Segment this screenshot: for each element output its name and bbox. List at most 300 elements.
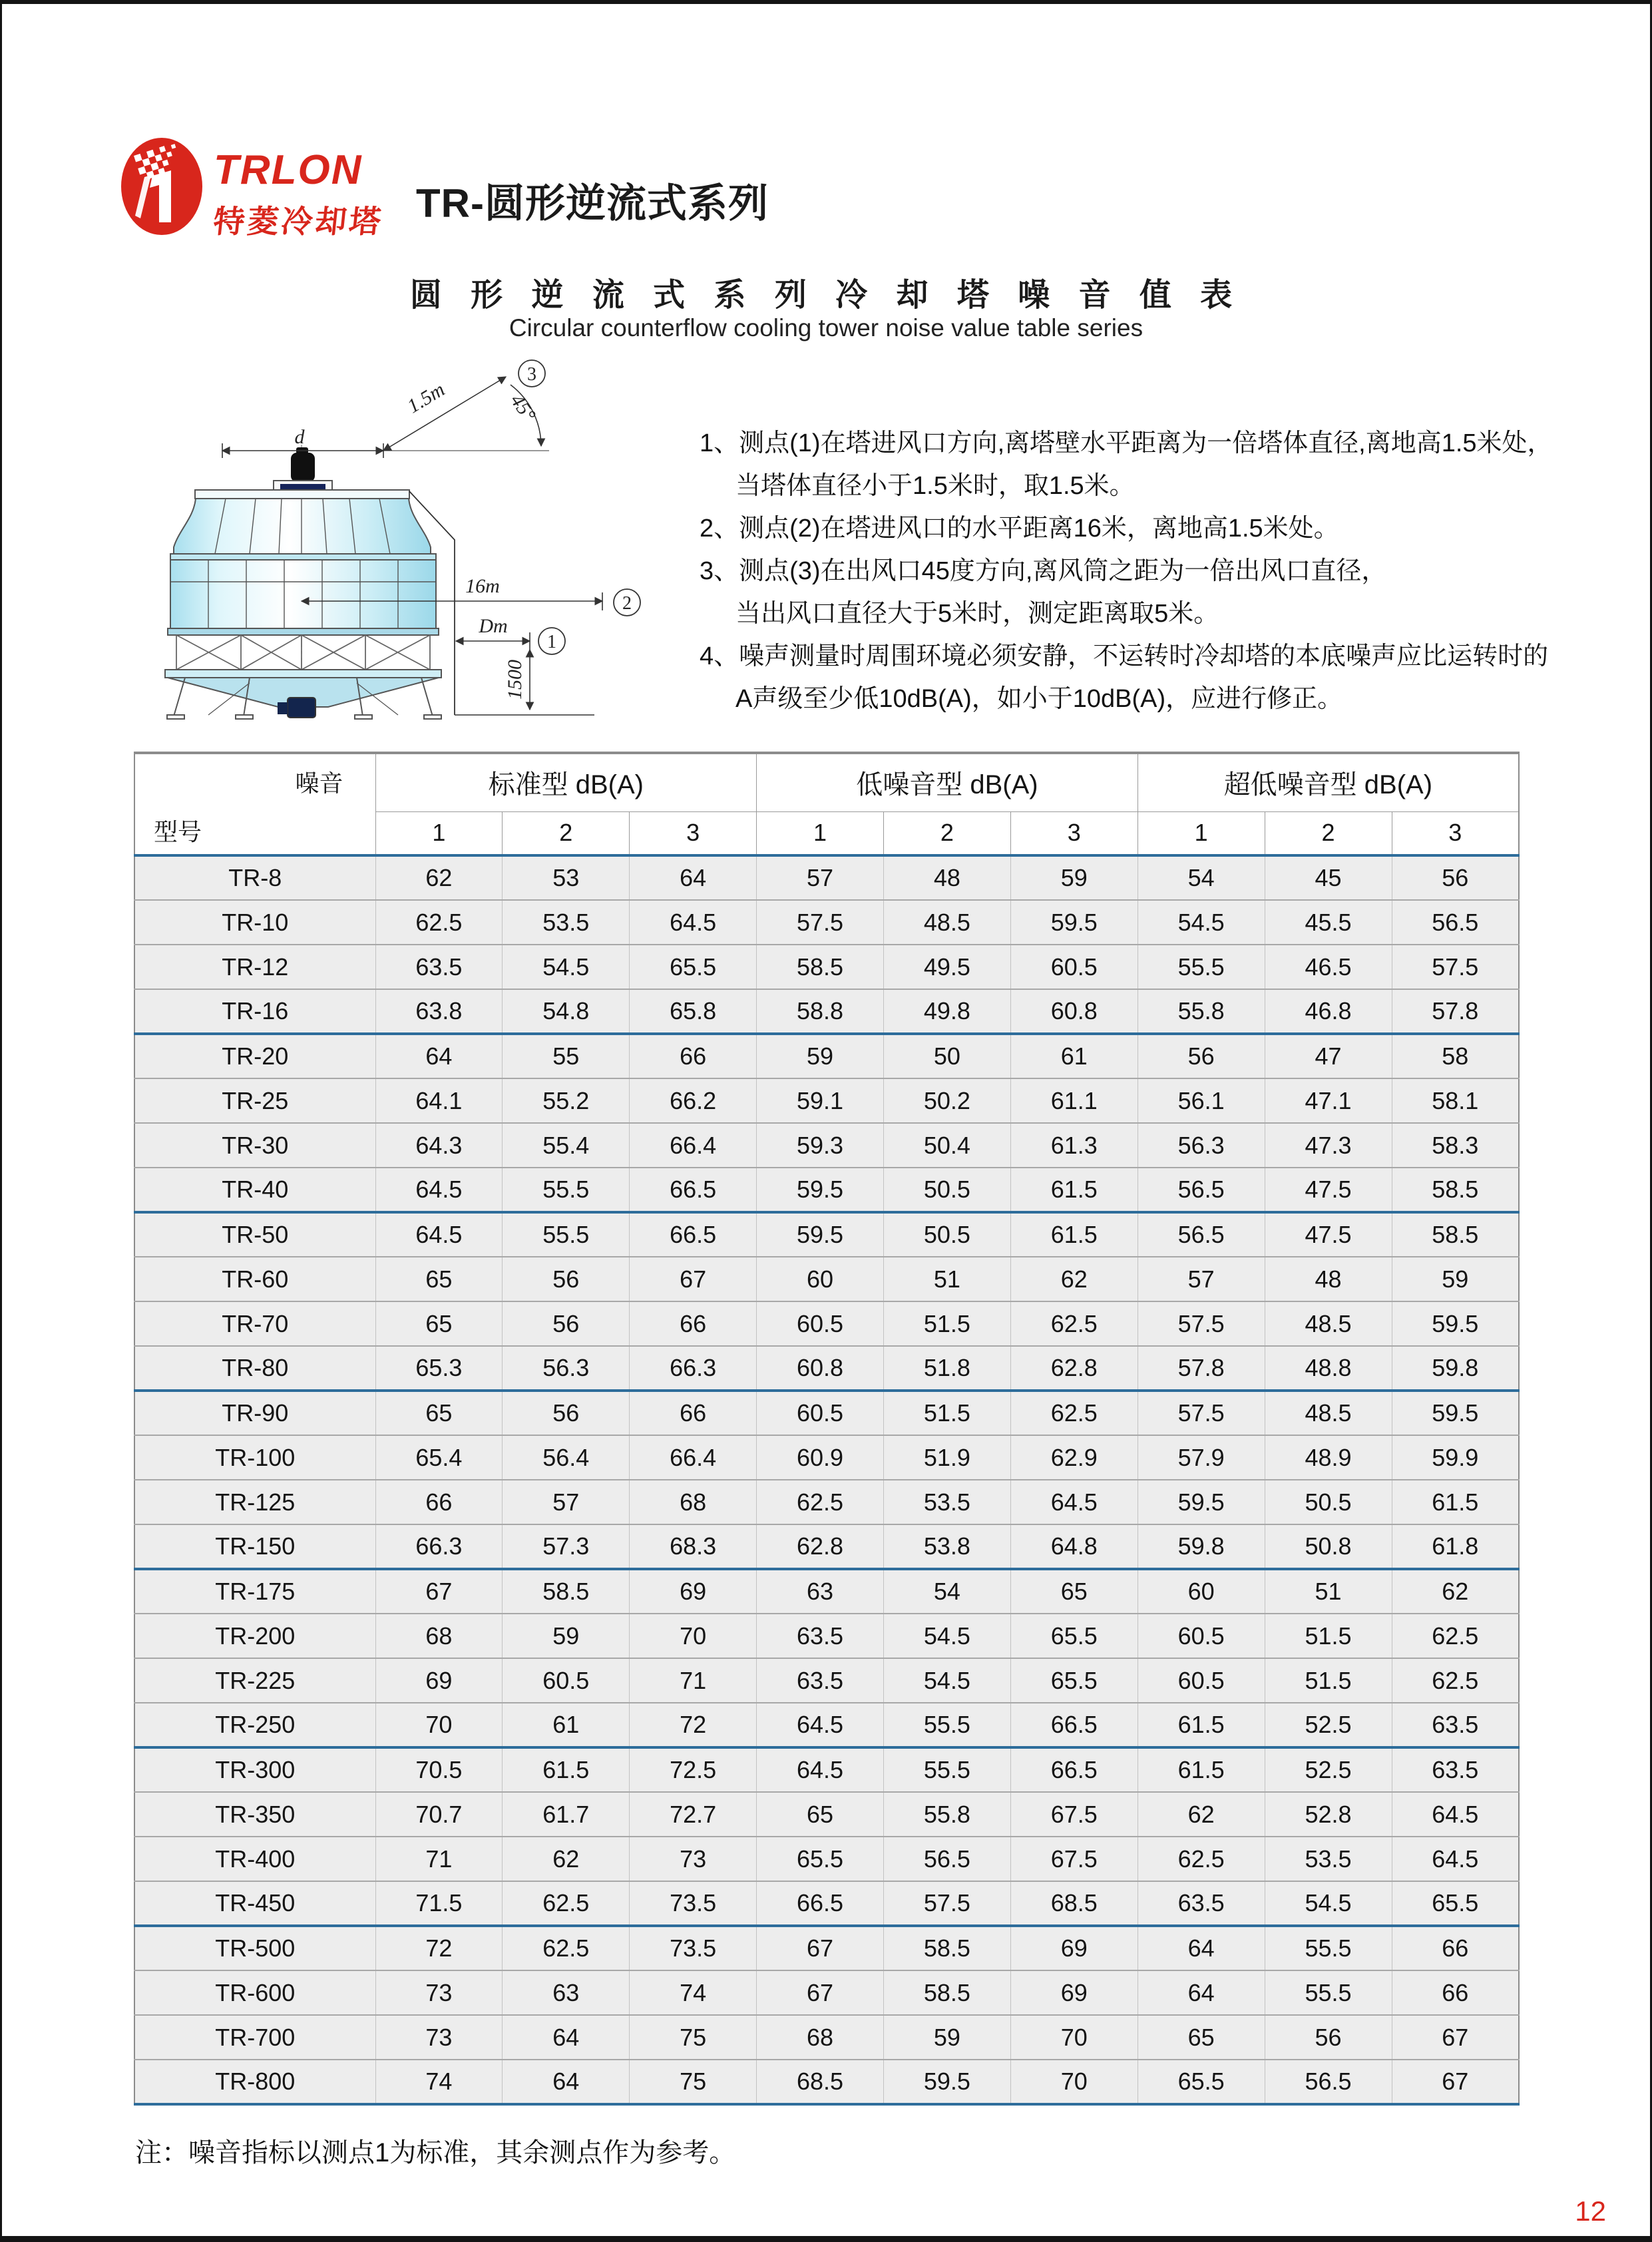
value-cell: 65.4 — [375, 1435, 503, 1480]
value-cell: 70.5 — [375, 1747, 503, 1792]
value-cell: 46.8 — [1265, 989, 1392, 1034]
value-cell: 62 — [375, 855, 503, 900]
value-cell: 53.5 — [503, 900, 630, 945]
value-cell: 69 — [1010, 1970, 1137, 2015]
value-cell: 66.5 — [630, 1168, 757, 1212]
value-cell: 66.5 — [630, 1212, 757, 1257]
value-cell: 64.1 — [375, 1078, 503, 1123]
value-cell: 58.3 — [1392, 1123, 1519, 1168]
value-cell: 67 — [1392, 2060, 1519, 2104]
table-row — [134, 1703, 1519, 1747]
value-cell: 65.5 — [1010, 1614, 1137, 1658]
value-cell: 62.5 — [503, 1881, 630, 1926]
value-cell: 59 — [1010, 855, 1137, 900]
note-line: 1、测点(1)在塔进风口方向,离塔壁水平距离为一倍塔体直径,离地高1.5米处， — [700, 429, 1553, 457]
table-row — [134, 1034, 1519, 1078]
value-cell: 63 — [503, 1970, 630, 2015]
value-cell: 65 — [1010, 1569, 1137, 1614]
table-row — [134, 1658, 1519, 1703]
model-cell: TR-70 — [134, 1301, 375, 1346]
value-cell: 75 — [630, 2060, 757, 2104]
value-cell: 62.5 — [375, 900, 503, 945]
model-cell: TR-350 — [134, 1792, 375, 1837]
value-cell: 56.5 — [884, 1837, 1011, 1881]
group-header-ultra-low-noise: 超低噪音型 dB(A) — [1137, 753, 1519, 811]
value-cell: 57.8 — [1137, 1346, 1265, 1391]
value-cell: 55.8 — [1137, 989, 1265, 1034]
value-cell: 61 — [1010, 1034, 1137, 1078]
value-cell: 56.1 — [1137, 1078, 1265, 1123]
value-cell: 56 — [503, 1391, 630, 1435]
value-cell: 55.5 — [1137, 945, 1265, 989]
value-cell: 61.5 — [1010, 1212, 1137, 1257]
value-cell: 57.5 — [1137, 1301, 1265, 1346]
value-cell: 69 — [1010, 1926, 1137, 1970]
value-cell: 55.5 — [884, 1747, 1011, 1792]
value-cell: 63.5 — [1392, 1703, 1519, 1747]
value-cell: 65.5 — [1010, 1658, 1137, 1703]
value-cell: 65 — [757, 1792, 884, 1837]
table-row — [134, 1792, 1519, 1837]
value-cell: 55.5 — [503, 1168, 630, 1212]
value-cell: 51.5 — [1265, 1614, 1392, 1658]
value-cell: 61.3 — [1010, 1123, 1137, 1168]
value-cell: 68 — [630, 1480, 757, 1524]
value-cell: 61.5 — [503, 1747, 630, 1792]
value-cell: 59 — [1392, 1257, 1519, 1301]
value-cell: 60 — [757, 1257, 884, 1301]
note-line: 当塔体直径小于1.5米时，取1.5米。 — [735, 472, 1135, 500]
value-cell: 60.5 — [757, 1301, 884, 1346]
value-cell: 60.8 — [757, 1346, 884, 1391]
value-cell: 73.5 — [630, 1881, 757, 1926]
value-cell: 59.5 — [1010, 900, 1137, 945]
value-cell: 49.8 — [884, 989, 1011, 1034]
value-cell: 47.5 — [1265, 1212, 1392, 1257]
value-cell: 65.5 — [1392, 1881, 1519, 1926]
subcol-header: 3 — [630, 811, 757, 855]
value-cell: 48.5 — [884, 900, 1011, 945]
value-cell: 55.5 — [1265, 1970, 1392, 2015]
value-cell: 66.3 — [630, 1346, 757, 1391]
model-cell: TR-300 — [134, 1747, 375, 1792]
value-cell: 66 — [1392, 1926, 1519, 1970]
value-cell: 63.5 — [757, 1658, 884, 1703]
value-cell: 58.5 — [1392, 1212, 1519, 1257]
value-cell: 55.5 — [1265, 1926, 1392, 1970]
value-cell: 66.5 — [757, 1881, 884, 1926]
model-cell: TR-10 — [134, 900, 375, 945]
value-cell: 56.3 — [1137, 1123, 1265, 1168]
value-cell: 67.5 — [1010, 1837, 1137, 1881]
value-cell: 48 — [884, 855, 1011, 900]
table-row — [134, 2015, 1519, 2060]
value-cell: 62 — [503, 1837, 630, 1881]
value-cell: 56.3 — [503, 1346, 630, 1391]
value-cell: 72 — [630, 1703, 757, 1747]
value-cell: 61.8 — [1392, 1524, 1519, 1569]
value-cell: 74 — [375, 2060, 503, 2104]
value-cell: 63.5 — [375, 945, 503, 989]
page-title-en: Circular counterflow cooling tower noise value table series — [509, 314, 1143, 341]
value-cell: 62 — [1392, 1569, 1519, 1614]
value-cell: 66.4 — [630, 1435, 757, 1480]
corner-label-model: 型号 — [154, 818, 202, 845]
value-cell: 50 — [884, 1034, 1011, 1078]
value-cell: 57.8 — [1392, 989, 1519, 1034]
value-cell: 59 — [503, 1614, 630, 1658]
model-cell: TR-20 — [134, 1034, 375, 1078]
value-cell: 59.8 — [1137, 1524, 1265, 1569]
value-cell: 59.5 — [884, 2060, 1011, 2104]
value-cell: 70 — [1010, 2060, 1137, 2104]
model-cell: TR-175 — [134, 1569, 375, 1614]
value-cell: 59.8 — [1392, 1346, 1519, 1391]
dim-label-d: d — [294, 426, 305, 448]
value-cell: 62.9 — [1010, 1435, 1137, 1480]
value-cell: 62.5 — [1137, 1837, 1265, 1881]
value-cell: 61.5 — [1137, 1703, 1265, 1747]
table-row — [134, 855, 1519, 900]
model-cell: TR-50 — [134, 1212, 375, 1257]
value-cell: 64 — [1137, 1926, 1265, 1970]
value-cell: 65 — [1137, 2015, 1265, 2060]
brand-chinese-name: 特菱冷却塔 — [211, 204, 385, 239]
value-cell: 61.1 — [1010, 1078, 1137, 1123]
value-cell: 50.8 — [1265, 1524, 1392, 1569]
value-cell: 45 — [1265, 855, 1392, 900]
subcol-header: 1 — [757, 811, 884, 855]
value-cell: 66 — [630, 1034, 757, 1078]
value-cell: 47.3 — [1265, 1123, 1392, 1168]
group-header-row — [134, 753, 1519, 811]
value-cell: 66.4 — [630, 1123, 757, 1168]
value-cell: 54.5 — [884, 1658, 1011, 1703]
fan-motor — [274, 447, 332, 491]
subcol-header: 3 — [1010, 811, 1137, 855]
table-row — [134, 1926, 1519, 1970]
value-cell: 54.5 — [1265, 1881, 1392, 1926]
value-cell: 70 — [630, 1614, 757, 1658]
value-cell: 61.7 — [503, 1792, 630, 1837]
dim-label-45deg: 45° — [506, 389, 540, 426]
table-row — [134, 1524, 1519, 1569]
value-cell: 60 — [1137, 1569, 1265, 1614]
value-cell: 58.5 — [884, 1926, 1011, 1970]
model-cell: TR-30 — [134, 1123, 375, 1168]
group-header-standard: 标准型 dB(A) — [375, 753, 757, 811]
value-cell: 67 — [1392, 2015, 1519, 2060]
series-title: TR-圆形逆流式系列 — [416, 181, 769, 226]
value-cell: 48.8 — [1265, 1346, 1392, 1391]
value-cell: 65 — [375, 1391, 503, 1435]
value-cell: 64 — [503, 2060, 630, 2104]
corner-header-cell — [134, 753, 375, 855]
value-cell: 58.5 — [503, 1569, 630, 1614]
value-cell: 70 — [1010, 2015, 1137, 2060]
value-cell: 57 — [1137, 1257, 1265, 1301]
value-cell: 73 — [375, 2015, 503, 2060]
value-cell: 59.3 — [757, 1123, 884, 1168]
value-cell: 66.2 — [630, 1078, 757, 1123]
table-row — [134, 1168, 1519, 1212]
value-cell: 65.3 — [375, 1346, 503, 1391]
value-cell: 50.5 — [884, 1168, 1011, 1212]
value-cell: 65.5 — [1137, 2060, 1265, 2104]
value-cell: 71 — [630, 1658, 757, 1703]
value-cell: 55 — [503, 1034, 630, 1078]
value-cell: 69 — [630, 1569, 757, 1614]
value-cell: 51.9 — [884, 1435, 1011, 1480]
value-cell: 64.5 — [375, 1212, 503, 1257]
table-row — [134, 1881, 1519, 1926]
model-cell: TR-8 — [134, 855, 375, 900]
value-cell: 62 — [1010, 1257, 1137, 1301]
value-cell: 75 — [630, 2015, 757, 2060]
model-cell: TR-450 — [134, 1881, 375, 1926]
value-cell: 48.5 — [1265, 1391, 1392, 1435]
value-cell: 62.5 — [1010, 1391, 1137, 1435]
value-cell: 51 — [1265, 1569, 1392, 1614]
value-cell: 74 — [630, 1970, 757, 2015]
table-row — [134, 1346, 1519, 1391]
brand-wordmark: TRLON — [214, 147, 363, 193]
value-cell: 57.9 — [1137, 1435, 1265, 1480]
value-cell: 57.5 — [1392, 945, 1519, 989]
value-cell: 72.7 — [630, 1792, 757, 1837]
model-cell: TR-800 — [134, 2060, 375, 2104]
value-cell: 72.5 — [630, 1747, 757, 1792]
value-cell: 51.5 — [1265, 1658, 1392, 1703]
subcol-header: 2 — [503, 811, 630, 855]
value-cell: 59 — [884, 2015, 1011, 2060]
model-cell: TR-60 — [134, 1257, 375, 1301]
model-cell: TR-400 — [134, 1837, 375, 1881]
value-cell: 53 — [503, 855, 630, 900]
value-cell: 71 — [375, 1837, 503, 1881]
value-cell: 64.5 — [757, 1747, 884, 1792]
value-cell: 50.2 — [884, 1078, 1011, 1123]
value-cell: 64 — [375, 1034, 503, 1078]
note-line: A声级至少低10dB(A)，如小于10dB(A)，应进行修正。 — [735, 685, 1343, 713]
table-row — [134, 900, 1519, 945]
value-cell: 48.9 — [1265, 1435, 1392, 1480]
value-cell: 48 — [1265, 1257, 1392, 1301]
value-cell: 64.5 — [1392, 1837, 1519, 1881]
value-cell: 63.5 — [757, 1614, 884, 1658]
subcol-header: 1 — [375, 811, 503, 855]
value-cell: 70 — [375, 1703, 503, 1747]
value-cell: 60.5 — [1137, 1658, 1265, 1703]
value-cell: 45.5 — [1265, 900, 1392, 945]
value-cell: 51.8 — [884, 1346, 1011, 1391]
value-cell: 56.5 — [1137, 1212, 1265, 1257]
value-cell: 59.5 — [1137, 1480, 1265, 1524]
table-row — [134, 1435, 1519, 1480]
model-cell: TR-100 — [134, 1435, 375, 1480]
value-cell: 61 — [503, 1703, 630, 1747]
page-title-cn: 圆 形 逆 流 式 系 列 冷 却 塔 噪 音 值 表 — [409, 278, 1243, 313]
table-row — [134, 1837, 1519, 1881]
table-row — [134, 1391, 1519, 1435]
value-cell: 54.5 — [884, 1614, 1011, 1658]
note-line: 当出风口直径大于5米时，测定距离取5米。 — [735, 600, 1219, 628]
model-cell: TR-16 — [134, 989, 375, 1034]
model-cell: TR-12 — [134, 945, 375, 989]
tower-shell — [168, 490, 439, 635]
value-cell: 65.8 — [630, 989, 757, 1034]
measurement-notes — [700, 422, 1565, 720]
value-cell: 69 — [375, 1658, 503, 1703]
value-cell: 64 — [1137, 1970, 1265, 2015]
value-cell: 56.5 — [1265, 2060, 1392, 2104]
value-cell: 49.5 — [884, 945, 1011, 989]
value-cell: 62.5 — [1010, 1301, 1137, 1346]
value-cell: 58.1 — [1392, 1078, 1519, 1123]
table-row — [134, 1257, 1519, 1301]
table-row — [134, 1301, 1519, 1346]
dim-label-dm: Dm — [479, 615, 508, 637]
value-cell: 59.9 — [1392, 1435, 1519, 1480]
value-cell: 60.9 — [757, 1435, 884, 1480]
value-cell: 51.5 — [884, 1391, 1011, 1435]
value-cell: 64.5 — [1392, 1792, 1519, 1837]
model-cell: TR-125 — [134, 1480, 375, 1524]
value-cell: 73 — [630, 1837, 757, 1881]
value-cell: 64 — [503, 2015, 630, 2060]
value-cell: 59.5 — [1392, 1301, 1519, 1346]
value-cell: 54.5 — [503, 945, 630, 989]
cooling-tower-diagram — [102, 337, 734, 723]
model-cell: TR-200 — [134, 1614, 375, 1658]
value-cell: 60.5 — [1010, 945, 1137, 989]
point-1-label: 1 — [547, 632, 556, 652]
value-cell: 64.5 — [757, 1703, 884, 1747]
value-cell: 59.1 — [757, 1078, 884, 1123]
value-cell: 63.5 — [1392, 1747, 1519, 1792]
table-row — [134, 2060, 1519, 2104]
value-cell: 50.4 — [884, 1123, 1011, 1168]
value-cell: 65 — [375, 1301, 503, 1346]
value-cell: 66 — [375, 1480, 503, 1524]
noise-value-table — [134, 752, 1520, 2106]
value-cell: 73.5 — [630, 1926, 757, 1970]
value-cell: 56 — [1392, 855, 1519, 900]
value-cell: 64.8 — [1010, 1524, 1137, 1569]
page-number: 12 — [1575, 2195, 1606, 2227]
value-cell: 56.5 — [1137, 1168, 1265, 1212]
value-cell: 66 — [630, 1301, 757, 1346]
dim-label-1-5m: 1.5m — [403, 378, 449, 418]
value-cell: 52.5 — [1265, 1703, 1392, 1747]
subcol-header: 2 — [1265, 811, 1392, 855]
value-cell: 55.2 — [503, 1078, 630, 1123]
value-cell: 55.5 — [884, 1703, 1011, 1747]
value-cell: 63.8 — [375, 989, 503, 1034]
value-cell: 47.1 — [1265, 1078, 1392, 1123]
value-cell: 57.3 — [503, 1524, 630, 1569]
value-cell: 56 — [1137, 1034, 1265, 1078]
value-cell: 68.5 — [1010, 1881, 1137, 1926]
value-cell: 62.8 — [1010, 1346, 1137, 1391]
value-cell: 67.5 — [1010, 1792, 1137, 1837]
value-cell: 65.5 — [630, 945, 757, 989]
value-cell: 58.5 — [757, 945, 884, 989]
value-cell: 54.5 — [1137, 900, 1265, 945]
note-line: 2、测点(2)在塔进风口的水平距离16米，离地高1.5米处。 — [700, 515, 1339, 543]
table-row — [134, 1480, 1519, 1524]
note-line: 3、测点(3)在出风口45度方向,离风筒之距为一倍出风口直径， — [700, 557, 1387, 585]
value-cell: 57.5 — [884, 1881, 1011, 1926]
table-row — [134, 1569, 1519, 1614]
value-cell: 67 — [757, 1926, 884, 1970]
value-cell: 61.5 — [1010, 1168, 1137, 1212]
value-cell: 50.5 — [884, 1212, 1011, 1257]
value-cell: 59.5 — [757, 1168, 884, 1212]
value-cell: 51.5 — [884, 1301, 1011, 1346]
value-cell: 61.5 — [1137, 1747, 1265, 1792]
value-cell: 52.5 — [1265, 1747, 1392, 1792]
value-cell: 68.3 — [630, 1524, 757, 1569]
value-cell: 55.4 — [503, 1123, 630, 1168]
value-cell: 66.5 — [1010, 1747, 1137, 1792]
water-basin — [165, 670, 441, 719]
value-cell: 63.5 — [1137, 1881, 1265, 1926]
value-cell: 52.8 — [1265, 1792, 1392, 1837]
value-cell: 71.5 — [375, 1881, 503, 1926]
value-cell: 60.8 — [1010, 989, 1137, 1034]
value-cell: 54.8 — [503, 989, 630, 1034]
value-cell: 59.5 — [1392, 1391, 1519, 1435]
value-cell: 54 — [884, 1569, 1011, 1614]
value-cell: 54 — [1137, 855, 1265, 900]
value-cell: 64.3 — [375, 1123, 503, 1168]
value-cell: 59 — [757, 1034, 884, 1078]
value-cell: 55.5 — [503, 1212, 630, 1257]
footer-note: 注：噪音指标以测点1为标准，其余测点作为参考。 — [135, 2138, 736, 2167]
model-cell: TR-90 — [134, 1391, 375, 1435]
value-cell: 60.5 — [757, 1391, 884, 1435]
note-line: 4、噪声测量时周围环境必须安静，不运转时冷却塔的本底噪声应比运转时的 — [700, 642, 1549, 670]
value-cell: 58 — [1392, 1034, 1519, 1078]
value-cell: 58.5 — [884, 1970, 1011, 2015]
value-cell: 53.5 — [884, 1480, 1011, 1524]
value-cell: 57 — [757, 855, 884, 900]
value-cell: 62.5 — [1392, 1658, 1519, 1703]
value-cell: 61.5 — [1392, 1480, 1519, 1524]
model-cell: TR-600 — [134, 1970, 375, 2015]
value-cell: 67 — [375, 1569, 503, 1614]
corner-label-noise: 噪音 — [295, 770, 343, 797]
value-cell: 56 — [503, 1257, 630, 1301]
value-cell: 66.3 — [375, 1524, 503, 1569]
value-cell: 60.5 — [503, 1658, 630, 1703]
value-cell: 62.5 — [503, 1926, 630, 1970]
model-cell: TR-700 — [134, 2015, 375, 2060]
value-cell: 47 — [1265, 1034, 1392, 1078]
trlon-logo-icon — [120, 137, 203, 236]
value-cell: 56.4 — [503, 1435, 630, 1480]
model-cell: TR-225 — [134, 1658, 375, 1703]
value-cell: 72 — [375, 1926, 503, 1970]
table-row — [134, 989, 1519, 1034]
value-cell: 68.5 — [757, 2060, 884, 2104]
value-cell: 63 — [757, 1569, 884, 1614]
value-cell: 51 — [884, 1257, 1011, 1301]
value-cell: 57.5 — [1137, 1391, 1265, 1435]
group-header-low-noise: 低噪音型 dB(A) — [757, 753, 1138, 811]
value-cell: 64.5 — [630, 900, 757, 945]
